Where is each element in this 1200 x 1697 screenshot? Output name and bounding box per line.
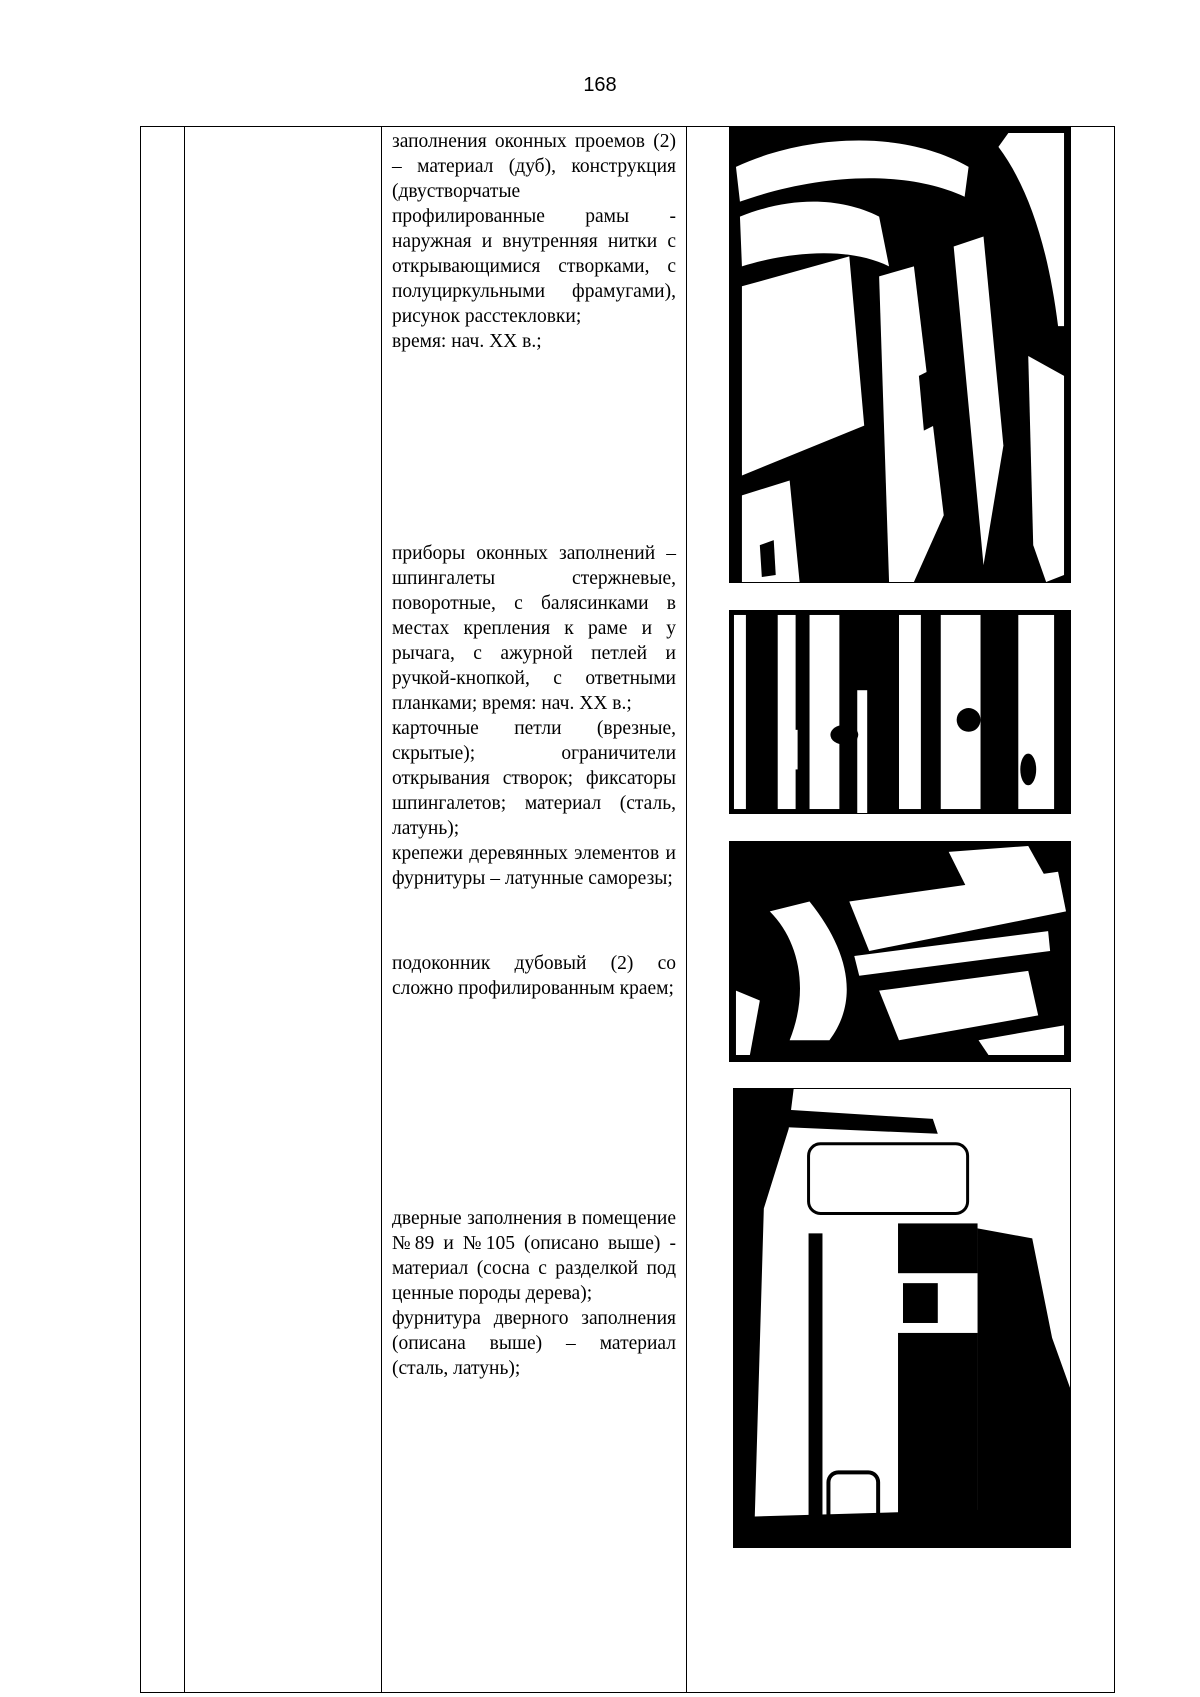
entry-window-hardware	[392, 541, 676, 891]
entry-door-fillings	[392, 1206, 676, 1381]
column-divider-3	[686, 126, 687, 1693]
door-image	[734, 1089, 1070, 1547]
entry-paragraph: приборы оконных заполнений – шпингалеты стержневые, поворотные, с балясинками в местах крепления к раме и у рычага, с ажурной петлей и ручкой-кнопкой, с ответными планками; время: нач. XX в.;	[392, 543, 676, 714]
photo-windowsill	[729, 841, 1071, 1062]
page-number: 168	[583, 74, 617, 96]
photo-arched-window	[729, 126, 1071, 583]
windowsill-image	[730, 842, 1070, 1061]
entry-paragraph: дверные заполнения в помещение №89 и №105 (описано выше) - материал (сосна с разделкой под ценные породы дерева);	[392, 1208, 676, 1304]
entry-paragraph: заполнения оконных проемов (2) – материал (дуб), конструкция (двустворчатые профилированные рамы - наружная и внутренняя нитки с открывающимися створками, с полуциркульными фрамугами), рисунок расстекловки;	[392, 131, 676, 327]
column-divider-2	[381, 126, 382, 1693]
entry-windowsill	[392, 951, 676, 1001]
entry-paragraph: подоконник дубовый (2) со сложно профилированным краем;	[392, 953, 676, 999]
entry-paragraph: крепежи деревянных элементов и фурнитуры – латунные саморезы;	[392, 843, 676, 889]
entry-window-fillings	[392, 129, 676, 354]
entry-paragraph: карточные петли (врезные, скрытые); ограничители открывания створок; фиксаторы шпингалетов; материал (сталь, латунь);	[392, 718, 676, 839]
photo-espagnolette	[729, 610, 1071, 814]
entry-paragraph: время: нач. XX в.;	[392, 331, 542, 352]
entry-paragraph: фурнитура дверного заполнения (описана выше) – материал (сталь, латунь);	[392, 1308, 676, 1379]
arched-window-image	[730, 127, 1070, 582]
espagnolette-image	[730, 611, 1070, 813]
photo-door	[733, 1088, 1071, 1548]
column-divider-1	[184, 126, 185, 1693]
